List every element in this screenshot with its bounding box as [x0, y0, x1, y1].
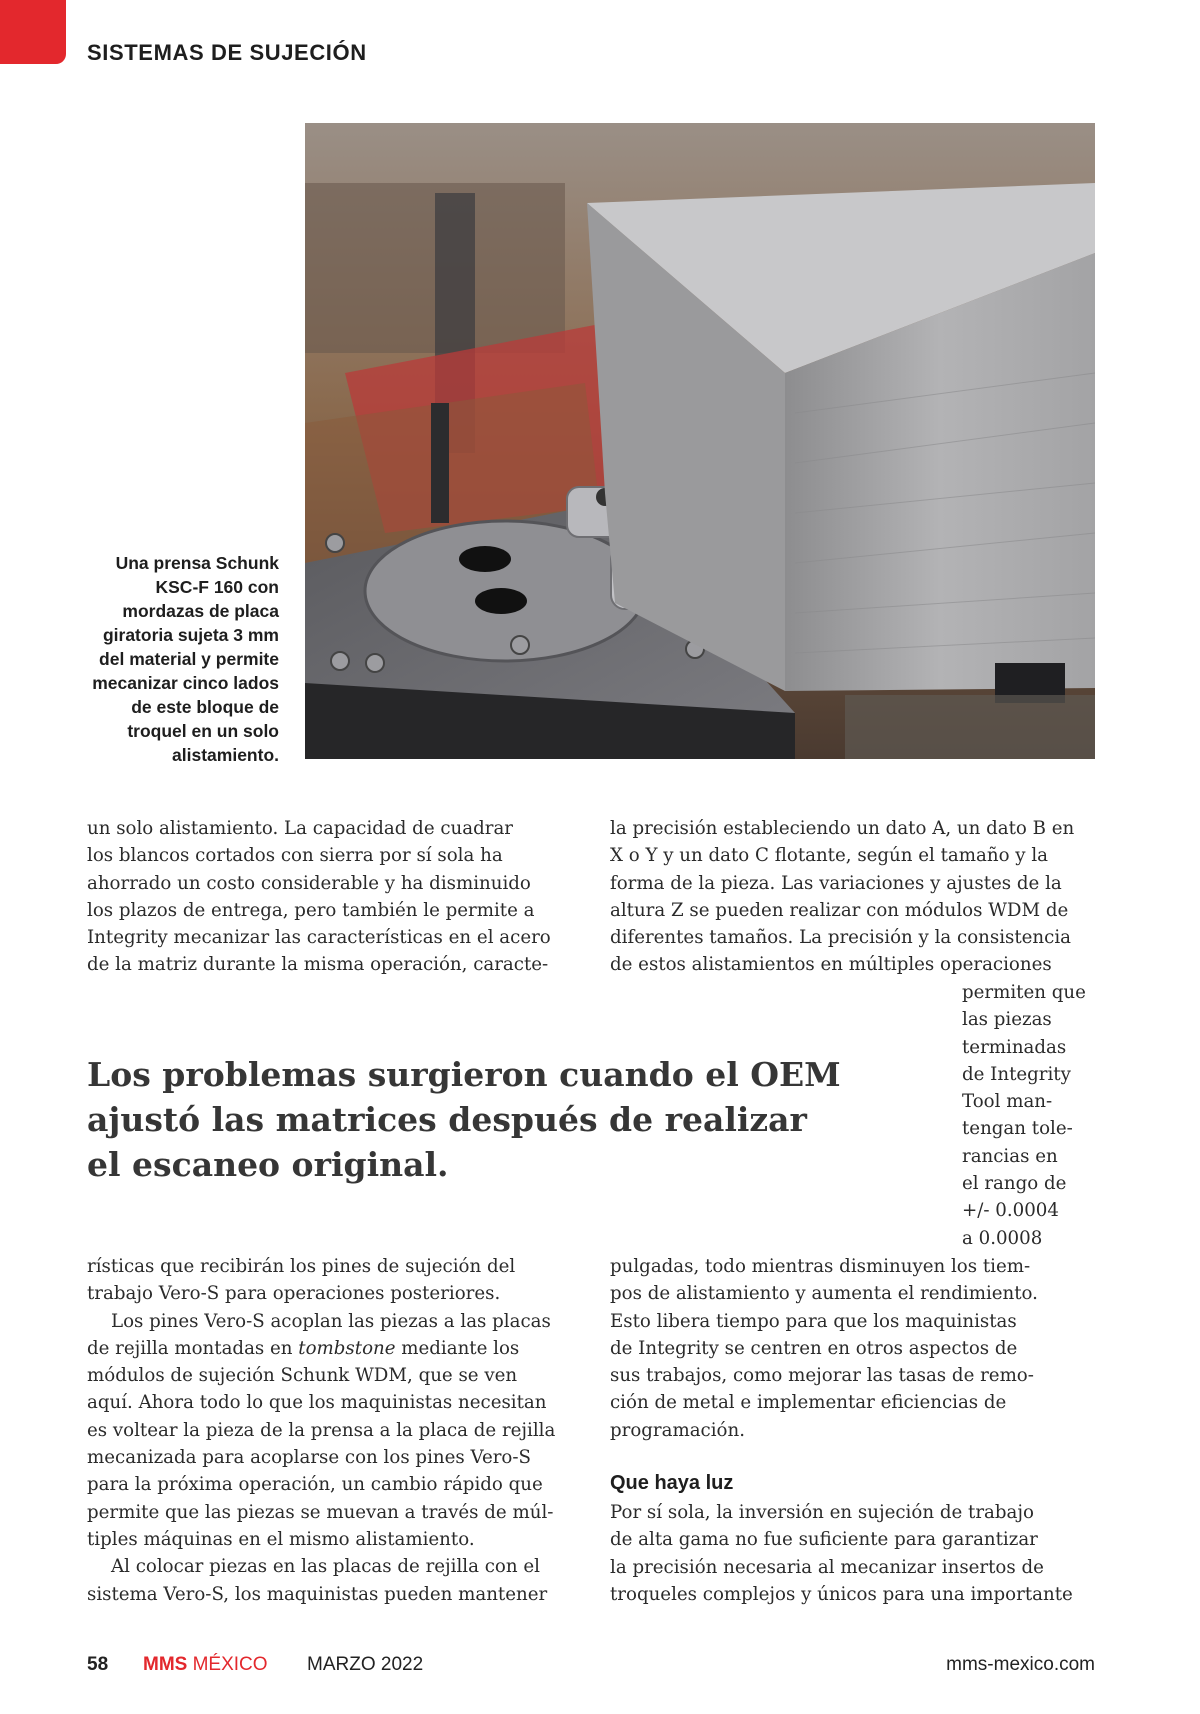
text-run: de rejilla montadas en: [87, 1337, 299, 1359]
text-line: la precisión necesaria al mecanizar insertos de: [610, 1556, 1044, 1578]
page-footer: [87, 1654, 1095, 1682]
caption-line: troquel en un solo: [127, 721, 279, 741]
text-line: sistema Vero-S, los maquinistas pueden mantener: [87, 1583, 548, 1605]
text-line: diferentes tamaños. La precisión y la consistencia: [610, 927, 1071, 949]
page-number: 58: [87, 1654, 109, 1675]
right-column-final: [610, 1499, 1073, 1608]
section-label: SISTEMAS DE SUJECIÓN: [87, 40, 367, 65]
text-line: tengan tole-: [962, 1118, 1073, 1140]
pull-quote-line: Los problemas surgieron cuando el OEM: [87, 1055, 841, 1094]
caption-line: mordazas de placa: [122, 601, 279, 621]
subheading: Que haya luz: [610, 1472, 734, 1494]
text-line: el rango de: [962, 1173, 1067, 1195]
text-line: X o Y y un dato C flotante, según el tamaño y la: [610, 845, 1049, 867]
text-line: altura Z se pueden realizar con módulos WDM de: [610, 899, 1069, 921]
pull-quote: [87, 1052, 907, 1187]
text-run: mediante los: [395, 1337, 520, 1359]
right-column-wrap: [962, 979, 1086, 1252]
brand-bold: MMS: [143, 1654, 188, 1675]
text-line: pulgadas, todo mientras disminuyen los tiem-: [610, 1256, 1031, 1277]
text-line: es voltear la pieza de la prensa a la placa de rejilla: [87, 1419, 556, 1441]
text-line: rancias en: [962, 1145, 1058, 1167]
text-line: Por sí sola, la inversión en sujeción de trabajo: [610, 1502, 1034, 1523]
text-line: troqueles complejos y únicos para una importante: [610, 1583, 1073, 1605]
right-column-bottom: [610, 1253, 1038, 1444]
text-line: de alta gama no fue suficiente para garantizar: [610, 1529, 1038, 1551]
magazine-brand: [143, 1654, 268, 1676]
text-line: terminadas: [962, 1036, 1067, 1058]
text-line: sus trabajos, como mejorar las tasas de remo-: [610, 1365, 1034, 1387]
pull-quote-line: el escaneo original.: [87, 1145, 449, 1184]
caption-line: del material y permite: [99, 649, 279, 669]
text-line: Los pines Vero-S acoplan las piezas a las placas: [111, 1310, 551, 1332]
text-line: un solo alistamiento. La capacidad de cuadrar: [87, 818, 513, 839]
text-line: las piezas: [962, 1009, 1052, 1031]
text-line: ahorrado un costo considerable y ha disminuido: [87, 872, 531, 894]
caption-line: de este bloque de: [131, 697, 279, 717]
issue-date: MARZO 2022: [307, 1654, 424, 1675]
text-line: Tool man-: [962, 1091, 1053, 1113]
caption-line: KSC-F 160 con: [155, 577, 279, 597]
left-column-bottom: [87, 1253, 555, 1608]
text-line: [87, 1335, 555, 1362]
italic-term: tombstone: [298, 1337, 396, 1359]
vise-clamping-photo: [305, 123, 1095, 759]
text-line: Esto libera tiempo para que los maquinistas: [610, 1310, 1017, 1332]
caption-line: giratoria sujeta 3 mm: [102, 625, 279, 645]
text-line: programación.: [610, 1419, 746, 1441]
text-line: +/- 0.0004: [962, 1200, 1059, 1222]
text-line: Al colocar piezas en las placas de rejilla con el: [111, 1556, 540, 1578]
text-line: rísticas que recibirán los pines de sujeción del: [87, 1256, 516, 1277]
text-line: de Integrity: [962, 1063, 1071, 1085]
article-photo: [305, 123, 1095, 759]
caption-line: alistamiento.: [172, 745, 279, 765]
text-line: Integrity mecanizar las características en el acero: [87, 927, 551, 949]
text-line: forma de la pieza. Las variaciones y ajustes de la: [610, 872, 1062, 894]
text-line: pos de alistamiento y aumenta el rendimiento.: [610, 1283, 1038, 1305]
text-line: a 0.0008: [962, 1227, 1043, 1249]
brand-rest: MÉXICO: [187, 1654, 268, 1675]
text-line: permiten que: [962, 982, 1086, 1003]
caption-line: Una prensa Schunk: [115, 553, 279, 573]
text-line: aquí. Ahora todo lo que los maquinistas necesitan: [87, 1392, 547, 1414]
text-line: permite que las piezas se muevan a través de múl-: [87, 1501, 554, 1523]
text-line: tiples máquinas en el mismo alistamiento.: [87, 1528, 475, 1550]
text-line: los plazos de entrega, pero también le permite a: [87, 899, 535, 921]
text-line: de Integrity se centren en otros aspectos de: [610, 1337, 1018, 1359]
text-line: módulos de sujeción Schunk WDM, que se ven: [87, 1365, 518, 1387]
section-color-tab: [0, 0, 66, 64]
text-line: mecanizada para acoplarse con los pines Vero-S: [87, 1447, 531, 1469]
left-column-top: [87, 815, 551, 979]
photo-caption: [60, 551, 279, 767]
text-line: trabajo Vero-S para operaciones posteriores.: [87, 1283, 501, 1305]
text-line: los blancos cortados con sierra por sí sola ha: [87, 845, 503, 867]
caption-line: mecanizar cinco lados: [92, 673, 279, 693]
text-line: de la matriz durante la misma operación, caracte-: [87, 954, 549, 976]
text-line: de estos alistamientos en múltiples operaciones: [610, 954, 1052, 976]
right-column-top: [610, 815, 1074, 979]
text-line: la precisión estableciendo un dato A, un dato B en: [610, 818, 1075, 839]
text-line: para la próxima operación, un cambio rápido que: [87, 1474, 543, 1496]
website-link[interactable]: mms-mexico.com: [946, 1654, 1095, 1675]
text-line: ción de metal e implementar eficiencias de: [610, 1392, 1007, 1414]
pull-quote-line: ajustó las matrices después de realizar: [87, 1100, 807, 1139]
